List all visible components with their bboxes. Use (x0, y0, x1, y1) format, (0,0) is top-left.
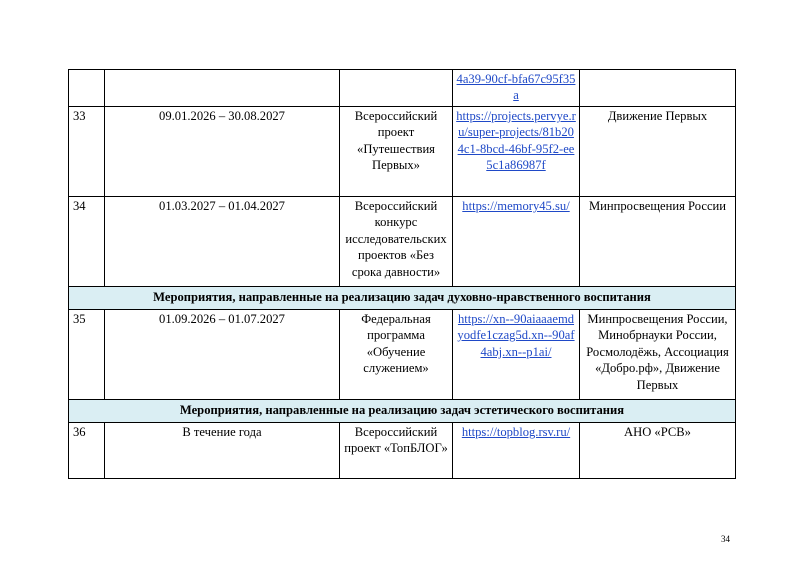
row-number: 36 (69, 423, 105, 479)
row-link-cell (453, 310, 580, 400)
row-event-name: Всероссийский проект «Путешествия Первых» (340, 107, 453, 197)
row-link-cell (453, 107, 580, 197)
row-dates: 01.03.2027 – 01.04.2027 (105, 197, 340, 287)
row-number (69, 70, 105, 107)
event-link[interactable]: https://xn--90aiaaaemdyodfe1czag5d.xn--90af4abj.xn--p1ai/ (457, 312, 575, 359)
row-dates: 09.01.2026 – 30.08.2027 (105, 107, 340, 197)
table-row (69, 107, 736, 197)
page-number: 34 (721, 534, 730, 544)
event-link[interactable]: 4a39-90cf-bfa67c95f35a (456, 72, 576, 103)
row-organizer: АНО «РСВ» (580, 423, 736, 479)
row-number: 34 (69, 197, 105, 287)
row-event-name: Всероссийский проект «ТопБЛОГ» (340, 423, 453, 479)
events-table (68, 69, 736, 479)
row-dates: 01.09.2026 – 01.07.2027 (105, 310, 340, 400)
row-link-cell (453, 70, 580, 107)
row-event-name (340, 70, 453, 107)
section-title: Мероприятия, направленные на реализацию задач эстетического воспитания (69, 400, 736, 423)
row-event-name: Всероссийский конкурс исследовательских проектов «Без срока давности» (340, 197, 453, 287)
event-link[interactable]: https://memory45.su/ (462, 199, 570, 213)
row-link-cell (453, 197, 580, 287)
table-row (69, 310, 736, 400)
row-organizer: Минпросвещения России (580, 197, 736, 287)
table-row (69, 197, 736, 287)
row-dates (105, 70, 340, 107)
event-link[interactable]: https://projects.pervye.ru/super-projects/81b204c1-8bcd-46bf-95f2-ee5c1a86987f (456, 109, 576, 173)
section-header-row (69, 287, 736, 310)
row-event-name: Федеральная программа «Обучение служением» (340, 310, 453, 400)
event-link[interactable]: https://topblog.rsv.ru/ (461, 425, 571, 439)
row-organizer: Движение Первых (580, 107, 736, 197)
table-row (69, 423, 736, 479)
row-number: 35 (69, 310, 105, 400)
row-link-cell (453, 423, 580, 479)
table-row (69, 70, 736, 107)
row-number: 33 (69, 107, 105, 197)
section-header-row (69, 400, 736, 423)
row-organizer: Минпросвещения России, Минобрнауки России, Росмолодёжь, Ассоциация «Добро.рф», Движение Первых (580, 310, 736, 400)
section-title: Мероприятия, направленные на реализацию задач духовно-нравственного воспитания (69, 287, 736, 310)
row-organizer (580, 70, 736, 107)
row-dates: В течение года (105, 423, 340, 479)
